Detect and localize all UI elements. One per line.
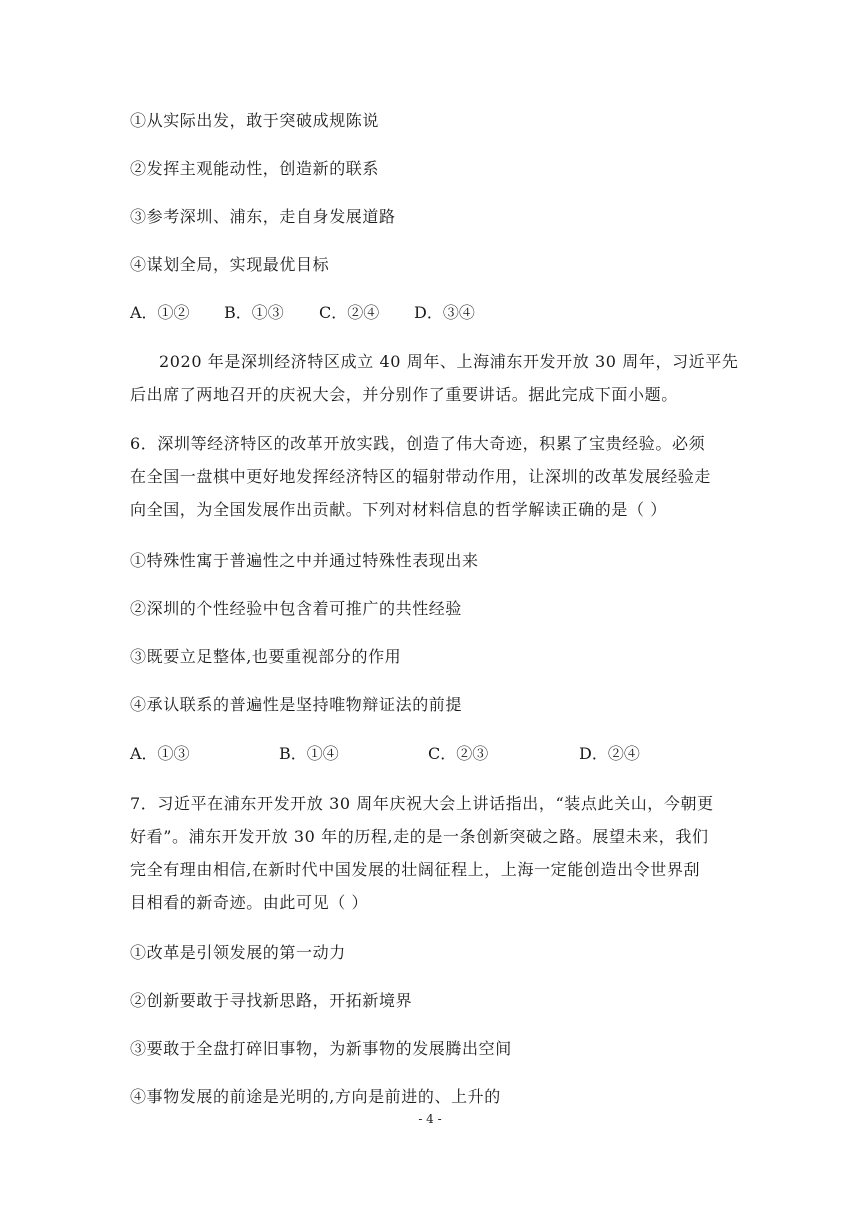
q5-option-d: D．③④ bbox=[414, 303, 475, 322]
q6-stem-line-2: 在全国一盘棋中更好地发挥经济特区的辐射带动作用，让深圳的改革发展经验走 bbox=[130, 467, 712, 486]
q7-stem-line-2: 好看”。浦东开发开放 30 年的历程,走的是一条创新突破之路。展望未来，我们 bbox=[130, 827, 709, 846]
q6-statement-1: ①特殊性寓于普遍性之中并通过特殊性表现出来 bbox=[130, 551, 479, 570]
q6-stem-line-3: 向全国，为全国发展作出贡献。下列对材料信息的哲学解读正确的是（ ） bbox=[130, 500, 667, 519]
q5-statement-1: ①从实际出发，敢于突破成规陈说 bbox=[130, 111, 380, 130]
q7-statement-3: ③要敢于全盘打碎旧事物，为新事物的发展腾出空间 bbox=[130, 1039, 512, 1058]
q5-statement-3: ③参考深圳、浦东，走自身发展道路 bbox=[130, 207, 396, 226]
q5-option-c: C．②④ bbox=[319, 303, 380, 322]
q5-option-a: A．①② bbox=[130, 303, 190, 322]
q6-statement-4: ④承认联系的普遍性是坚持唯物辩证法的前提 bbox=[130, 695, 463, 714]
q5-statement-2: ②发挥主观能动性，创造新的联系 bbox=[130, 159, 380, 178]
intro-line-1: 2020 年是深圳经济特区成立 40 周年、上海浦东开发开放 30 周年，习近平先 bbox=[159, 352, 739, 371]
q6-option-c: C．②③ bbox=[428, 744, 489, 763]
page-number: - 4 - bbox=[418, 1112, 442, 1126]
q6-stem-line-1: 6．深圳等经济特区的改革开放实践，创造了伟大奇迹，积累了宝贵经验。必须 bbox=[130, 434, 706, 453]
q6-option-b: B．①④ bbox=[279, 744, 339, 763]
q5-option-b: B．①③ bbox=[224, 303, 284, 322]
q7-statement-4: ④事物发展的前途是光明的,方向是前进的、上升的 bbox=[130, 1087, 501, 1106]
intro-line-2: 后出席了两地召开的庆祝大会，并分别作了重要讲话。据此完成下面小题。 bbox=[130, 385, 678, 404]
q7-stem-line-4: 目相看的新奇迹。由此可见（ ） bbox=[130, 893, 369, 912]
q6-option-a: A．①③ bbox=[130, 744, 190, 763]
q6-option-d: D．②④ bbox=[579, 744, 640, 763]
q7-stem-line-1: 7．习近平在浦东开发开放 30 周年庆祝大会上讲话指出，“装点此关山，今朝更 bbox=[130, 794, 714, 813]
q7-stem-line-3: 完全有理由相信,在新时代中国发展的壮阔征程上，上海一定能创造出令世界刮 bbox=[130, 860, 701, 879]
q5-statement-4: ④谋划全局，实现最优目标 bbox=[130, 255, 330, 274]
q6-statement-2: ②深圳的个性经验中包含着可推广的共性经验 bbox=[130, 599, 463, 618]
q7-statement-2: ②创新要敢于寻找新思路，开拓新境界 bbox=[130, 991, 413, 1010]
q7-statement-1: ①改革是引领发展的第一动力 bbox=[130, 943, 346, 962]
q6-statement-3: ③既要立足整体,也要重视部分的作用 bbox=[130, 647, 402, 666]
